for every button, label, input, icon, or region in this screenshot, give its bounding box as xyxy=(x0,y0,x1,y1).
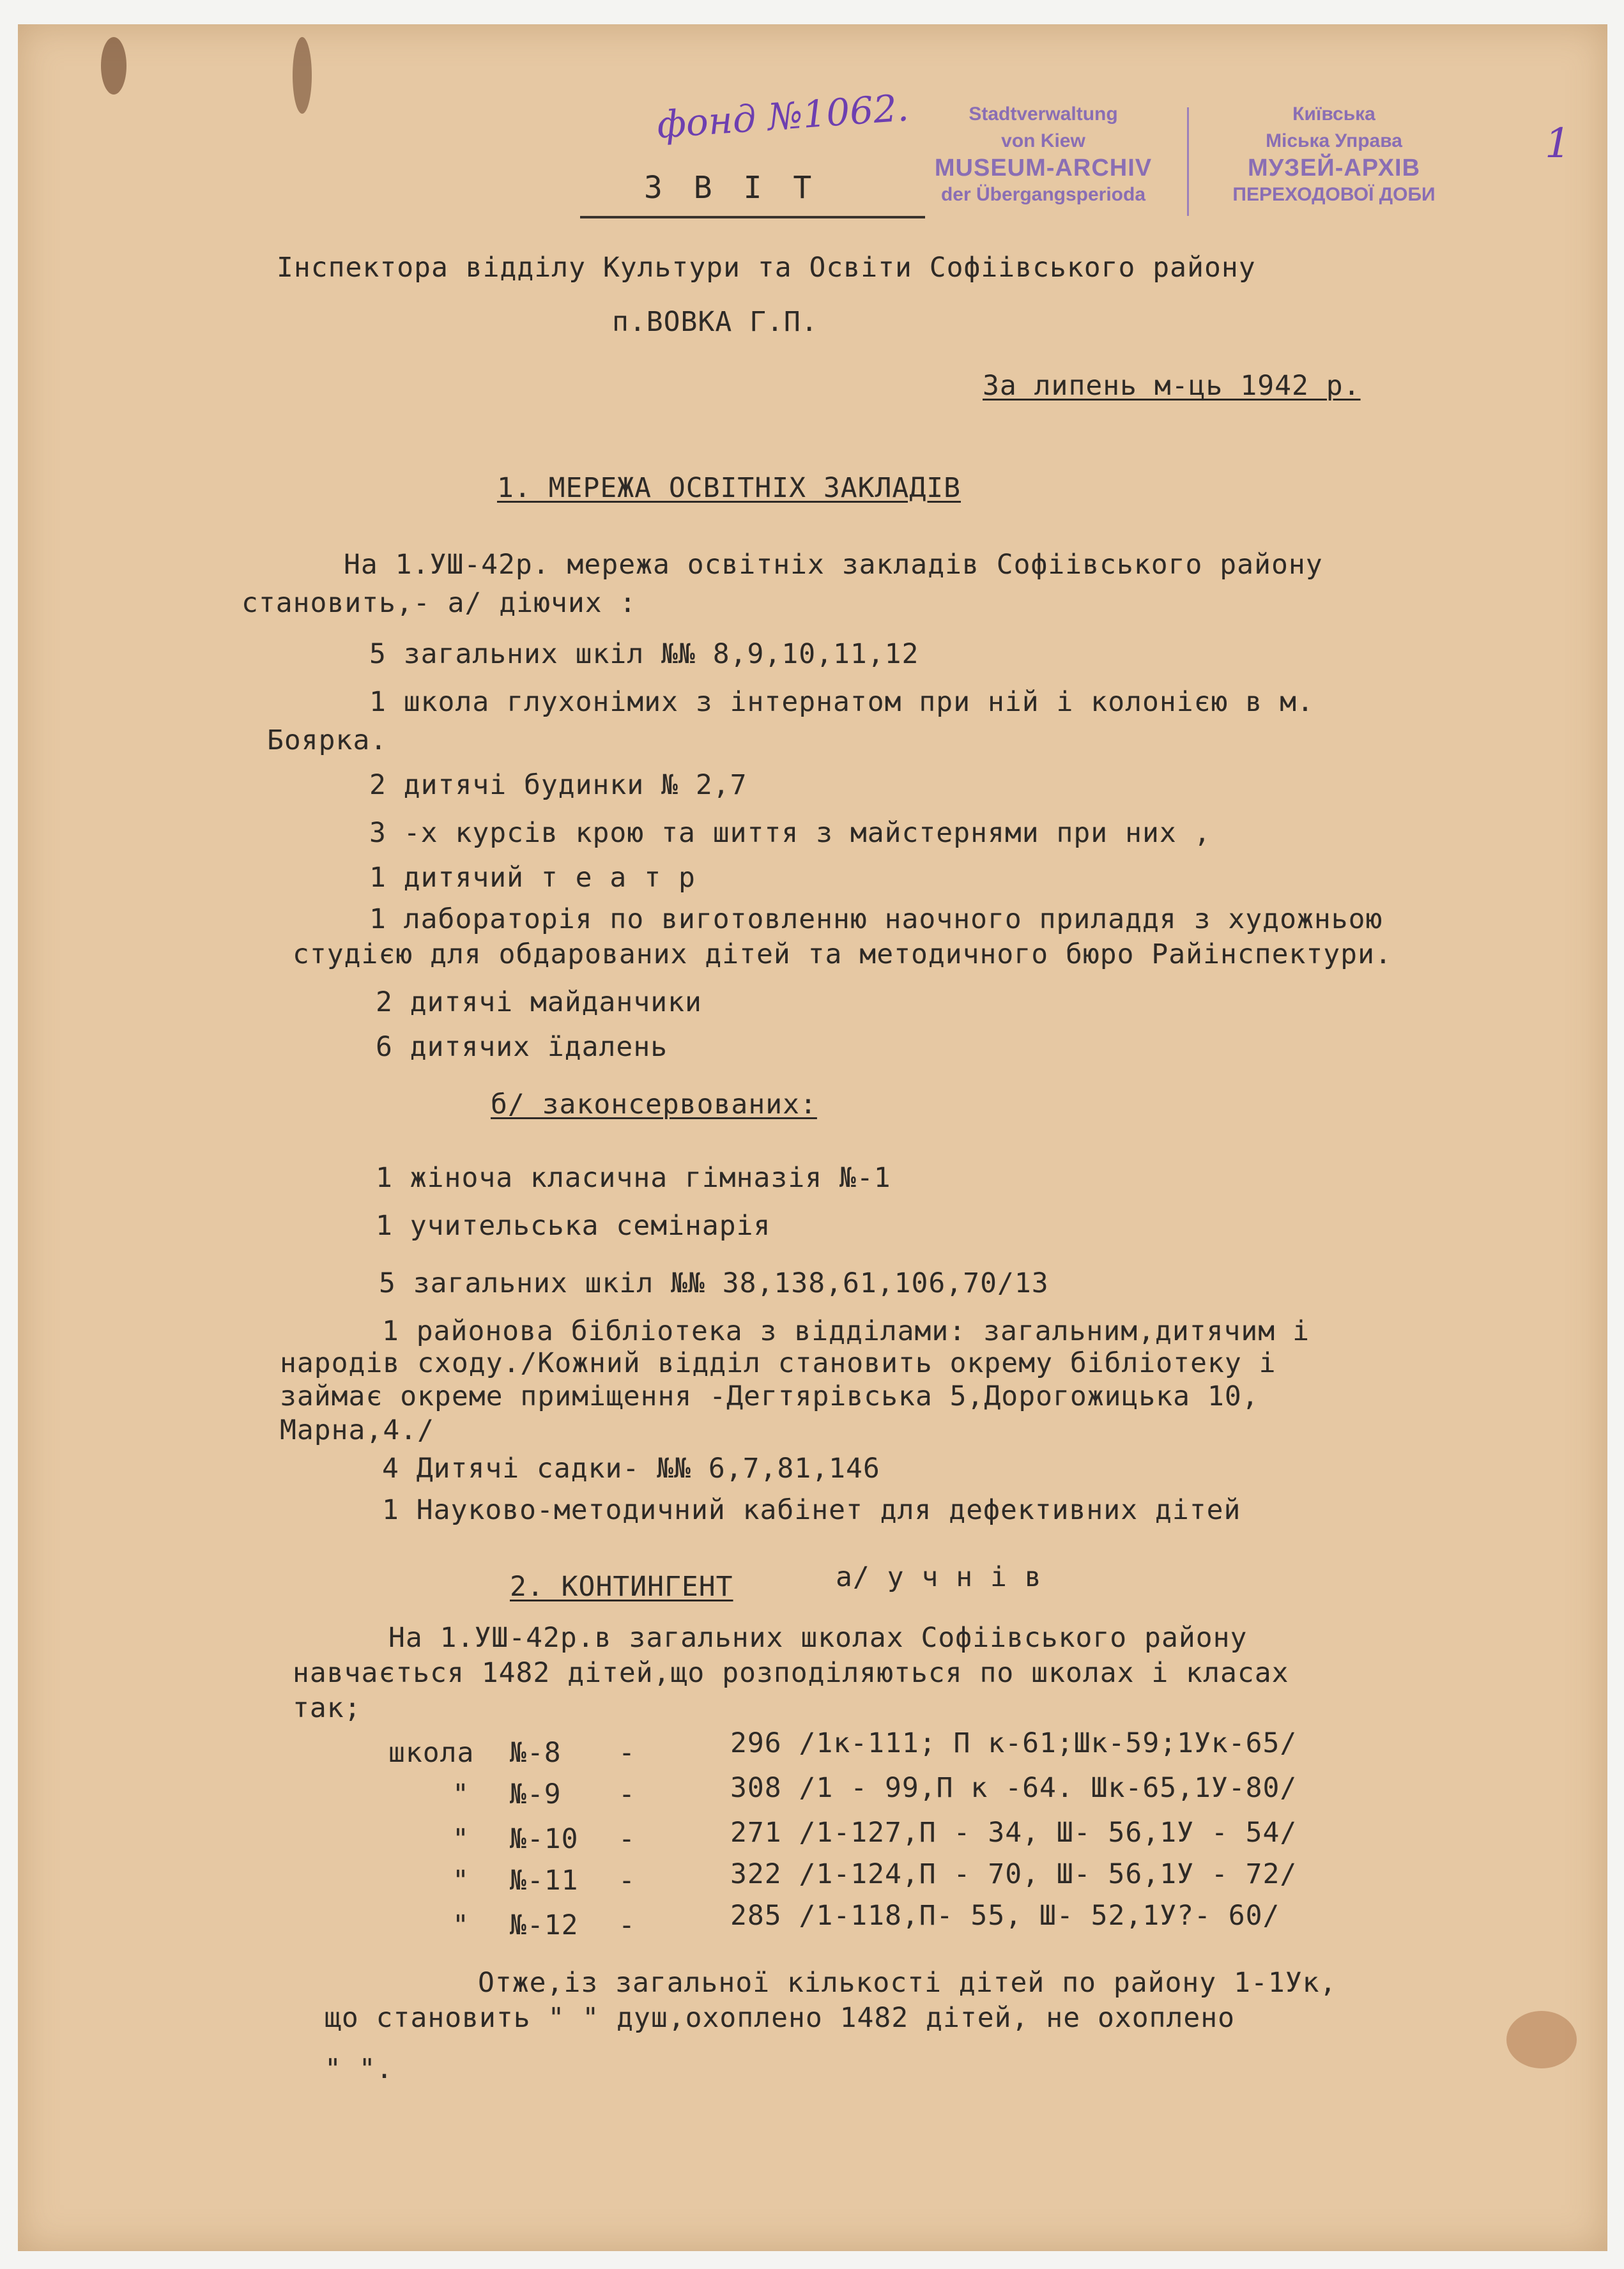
page-number: 1 xyxy=(1545,120,1571,167)
active-item: 1 дитячий т е а т р xyxy=(369,862,696,894)
conclusion-line: Отже,із загальної кількості дітей по району 1-1Ук, xyxy=(478,1967,1337,1999)
row-detail: 271 /1-127,П - 34, Ш- 56,1У - 54/ xyxy=(730,1817,1298,1849)
section2-intro-line: так; xyxy=(293,1692,362,1724)
row-dash: - xyxy=(618,1865,636,1897)
conclusion-line: що становить " " душ,охоплено 1482 дітей, не охоплено xyxy=(325,2002,1236,2034)
row-dash: - xyxy=(618,1823,636,1855)
stamp-ua-line3: МУЗЕЙ-АРХІВ xyxy=(1247,155,1421,181)
stamp-ua-line2: Міська Управа xyxy=(1266,130,1402,151)
row-school: №-10 xyxy=(510,1823,579,1855)
stamp-separator xyxy=(1187,107,1189,216)
active-item: студією для обдарованих дітей та методичного бюро Райінспектури. xyxy=(293,938,1392,970)
row-detail: 308 /1 - 99,П к -64. Шк-65,1У-80/ xyxy=(730,1772,1298,1804)
stamp-de-line4: der Übergangsperioda xyxy=(940,184,1146,205)
archive-note: фонд №1062. xyxy=(655,86,910,147)
row-detail: 322 /1-124,П - 70, Ш- 56,1У - 72/ xyxy=(730,1858,1298,1890)
mothballed-item: 4 Дитячі садки- №№ 6,7,81,146 xyxy=(382,1453,880,1485)
mothballed-item: 1 Науково-методичний кабінет для дефективних дітей xyxy=(382,1494,1241,1526)
active-item: 1 лабораторія по виготовленню наочного приладдя з художньою xyxy=(369,903,1383,935)
stamp-de-line2: von Kiew xyxy=(1001,130,1085,151)
section2-subheading: а/ у ч н і в xyxy=(836,1561,1042,1593)
mothballed-item: 5 загальних шкіл №№ 38,138,61,106,70/13 xyxy=(379,1267,1049,1299)
stamp-ukrainian xyxy=(1193,101,1475,208)
mothballed-heading: б/ законсервованих: xyxy=(491,1089,817,1120)
stamp-german xyxy=(893,101,1193,208)
section2-intro-line: На 1.УШ-42р.в загальних школах Софіівського району xyxy=(388,1622,1248,1654)
mothballed-item: Марна,4./ xyxy=(280,1414,434,1446)
report-title: З В І Т xyxy=(644,170,818,206)
stamp-de-line3: MUSEUM-ARCHIV xyxy=(934,155,1153,181)
mothballed-item: 1 районова бібліотека з відділами: загальним,дитячим і xyxy=(382,1315,1310,1347)
active-item: Боярка. xyxy=(267,724,388,756)
row-school: №-9 xyxy=(510,1778,562,1810)
active-item: 2 дитячі будинки № 2,7 xyxy=(369,769,747,801)
active-item: 1 школа глухонімих з інтернатом при ній і колонією в м. xyxy=(369,686,1314,718)
row-prefix: " xyxy=(452,1823,470,1855)
mothballed-item: народів сходу./Кожний відділ становить окрему бібліотеку і xyxy=(280,1347,1276,1379)
row-detail: 296 /1к-111; П к-61;Шк-59;1Ук-65/ xyxy=(730,1727,1298,1759)
row-school: №-12 xyxy=(510,1909,579,1941)
section1-intro-1: На 1.УШ-42р. мережа освітніх закладів Софіівського району xyxy=(344,549,1323,581)
stain-top-left-2 xyxy=(293,37,312,114)
row-school: №-8 xyxy=(510,1737,562,1769)
active-item: 2 дитячі майданчики xyxy=(376,986,702,1018)
stamp-ua-line1: Київська xyxy=(1292,103,1375,125)
row-prefix: " xyxy=(452,1909,470,1941)
active-item: 5 загальних шкіл №№ 8,9,10,11,12 xyxy=(369,638,919,670)
active-item: 3 -х курсів крою та шиття з майстернями при них , xyxy=(369,817,1211,849)
mothballed-item: займає окреме приміщення -Дегтярівська 5,Дорогожицька 10, xyxy=(280,1380,1259,1412)
row-detail: 285 /1-118,П- 55, Ш- 52,1У?- 60/ xyxy=(730,1900,1280,1932)
section2-intro-line: навчається 1482 дітей,що розподіляються по школах і класах xyxy=(293,1657,1289,1689)
section2-heading: 2. КОНТИНГЕНТ xyxy=(510,1571,733,1603)
stamp-de-line1: Stadtverwaltung xyxy=(969,103,1118,125)
report-subtitle-1: Інспектора відділу Культури та Освіти Софіівського району xyxy=(277,252,1256,284)
row-prefix: " xyxy=(452,1865,470,1897)
section1-intro-2: становить,- а/ діючих : xyxy=(241,587,637,619)
report-subtitle-2: п.ВОВКА Г.П. xyxy=(612,306,818,338)
title-underline xyxy=(580,216,925,218)
conclusion-line: " ". xyxy=(325,2053,394,2085)
stain-top-left xyxy=(101,37,126,95)
section1-heading: 1. МЕРЕЖА ОСВІТНІХ ЗАКЛАДІВ xyxy=(497,472,961,504)
stain-bottom-right xyxy=(1506,2011,1577,2068)
document-page xyxy=(18,24,1607,2251)
report-period: За липень м-ць 1942 р. xyxy=(983,370,1361,402)
row-dash: - xyxy=(618,1778,636,1810)
row-dash: - xyxy=(618,1909,636,1941)
mothballed-item: 1 учительська семінарія xyxy=(376,1210,771,1242)
stamp-ua-line4: ПЕРЕХОДОВОЇ ДОБИ xyxy=(1232,184,1436,205)
active-item: 6 дитячих їдалень xyxy=(376,1031,668,1063)
mothballed-item: 1 жіноча класична гімназія №-1 xyxy=(376,1162,891,1194)
row-school: №-11 xyxy=(510,1865,579,1897)
row-dash: - xyxy=(618,1737,636,1769)
row-prefix: школа xyxy=(388,1737,475,1769)
row-prefix: " xyxy=(452,1778,470,1810)
